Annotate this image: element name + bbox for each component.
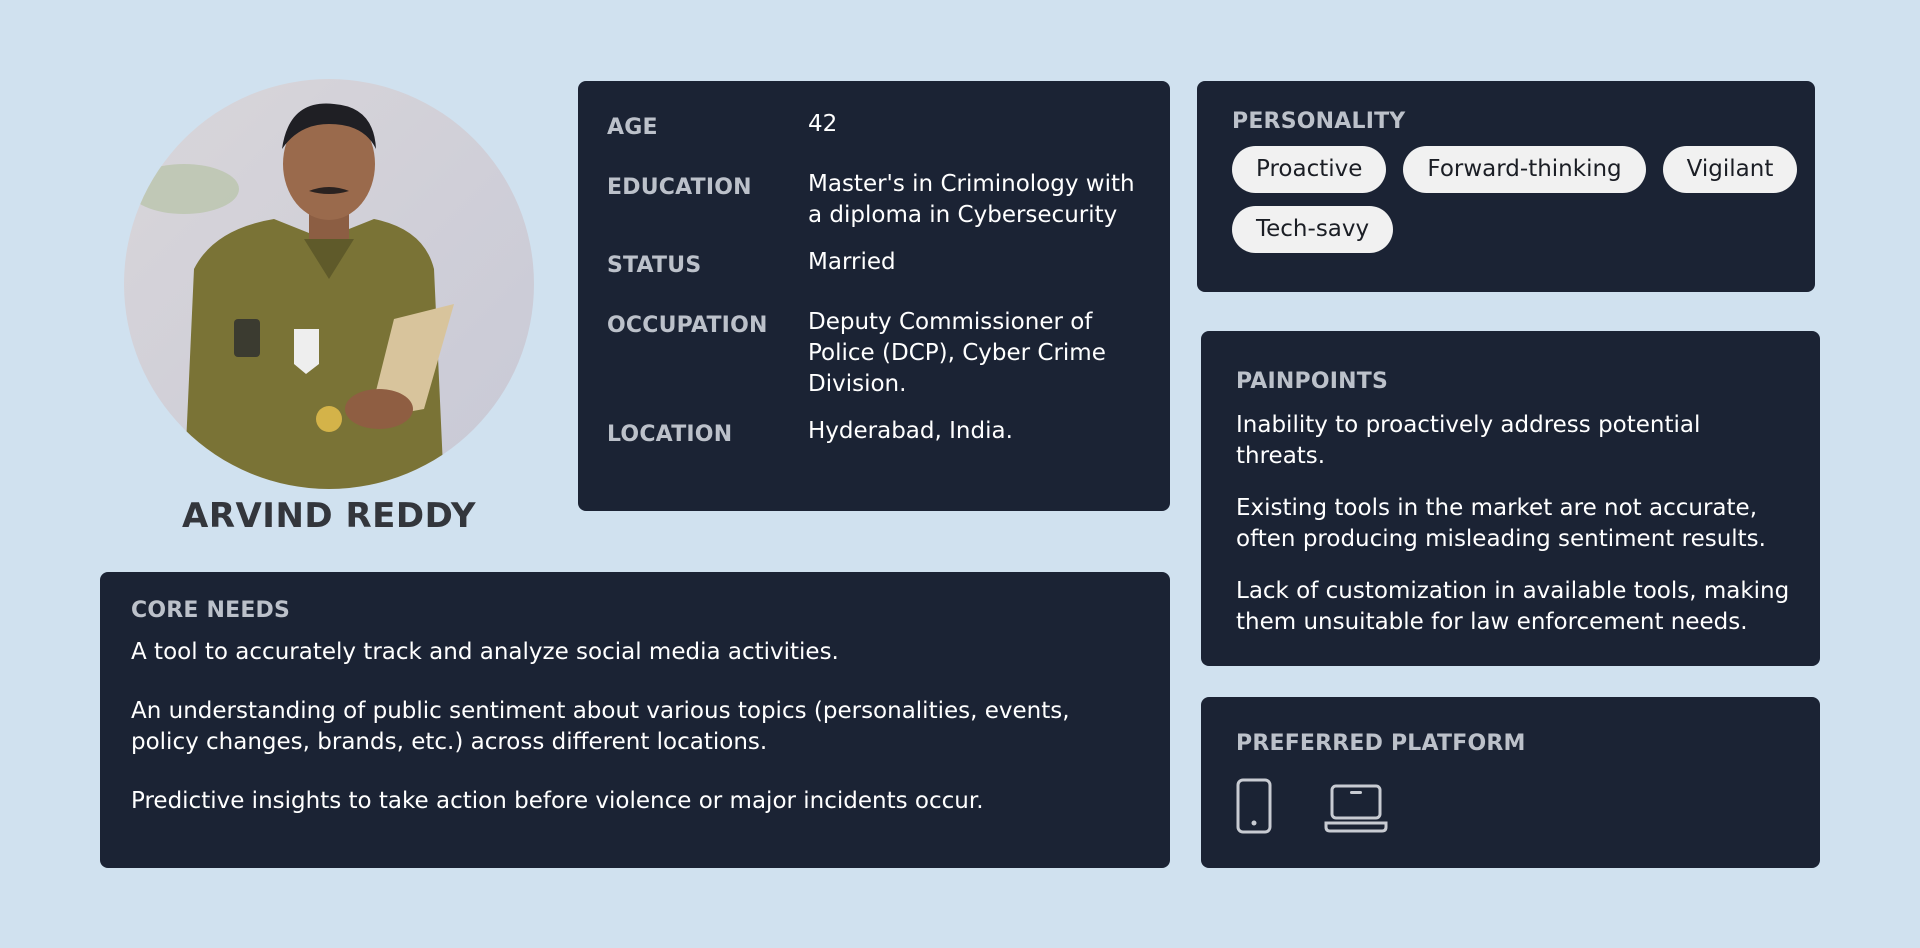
detail-label: EDUCATION [607,175,752,200]
detail-value: 42 [808,111,838,137]
detail-value: Hyderabad, India. [808,418,1013,444]
details-card [578,81,1170,511]
trait-chip-list [1232,146,1802,253]
trait-chip: Tech-savy [1232,206,1393,253]
core-needs-card [100,572,1170,868]
core-need-item: A tool to accurately track and analyze social media activities. [131,639,839,665]
detail-label: LOCATION [607,422,733,447]
trait-chip: Proactive [1232,146,1386,193]
detail-label: AGE [607,115,658,140]
detail-label: STATUS [607,253,702,278]
painpoint-item: Inability to proactively address potential threats. [1236,412,1701,469]
platform-icon-list [1236,778,1820,834]
smartphone-icon [1236,778,1272,834]
personality-label: PERSONALITY [1232,109,1406,134]
persona-name: ARVIND REDDY [182,496,476,536]
person-photo-icon [124,79,534,489]
detail-value: Married [808,249,896,275]
painpoint-item: Existing tools in the market are not accurate, often producing misleading sentiment results. [1236,495,1766,552]
trait-chip: Vigilant [1663,146,1798,193]
detail-value: Deputy Commissioner of Police (DCP), Cyber Crime Division. [808,309,1106,397]
persona-photo [124,79,534,489]
preferred-platform-label: PREFERRED PLATFORM [1236,731,1526,756]
core-need-item: An understanding of public sentiment about various topics (personalities, events, policy changes, brands, etc.) across different locations. [131,698,1070,755]
painpoints-card [1201,331,1820,666]
preferred-platform-card [1201,697,1820,868]
detail-value: Master's in Criminology with a diploma in Cybersecurity [808,171,1135,228]
core-needs-label: CORE NEEDS [131,598,291,623]
trait-chip: Forward-thinking [1403,146,1645,193]
personality-card [1197,81,1815,292]
painpoint-item: Lack of customization in available tools, making them unsuitable for law enforcement needs. [1236,578,1790,635]
detail-label: OCCUPATION [607,313,768,338]
laptop-icon [1324,784,1388,834]
core-need-item: Predictive insights to take action before violence or major incidents occur. [131,788,984,814]
painpoints-label: PAINPOINTS [1236,369,1389,394]
